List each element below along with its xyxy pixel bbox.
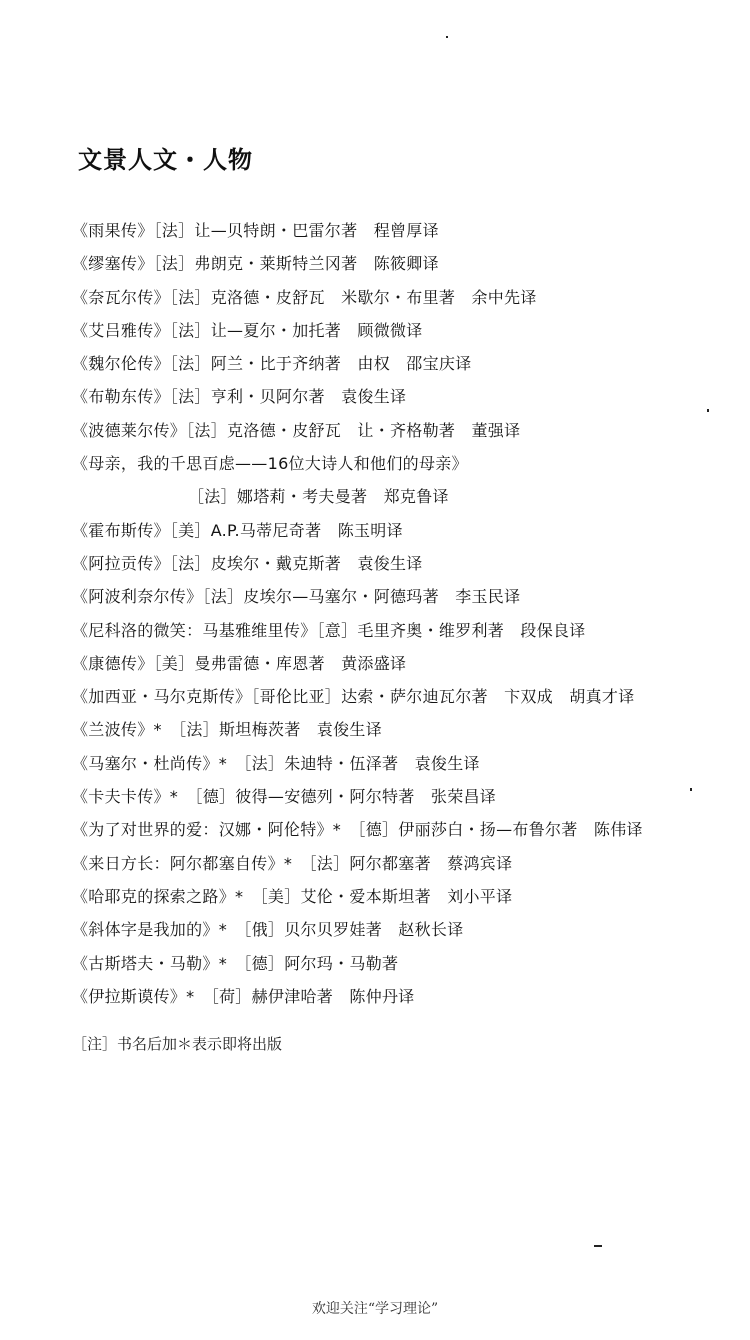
book-entry-hobbes: 《霍布斯传》［美］A.P.马蒂尼奇著 陈玉明译	[72, 520, 403, 540]
book-entry-kafka: 《卡夫卡传》* ［德］彼得—安德列・阿尔特著 张荣昌译	[72, 787, 497, 807]
book-entry-duchamp: 《马塞尔・杜尚传》* ［法］朱迪特・伍泽著 袁俊生译	[72, 753, 480, 773]
book-entry-machiavelli: 《尼科洛的微笑：马基雅维里传》［意］毛里齐奥・维罗利著 段保良译	[72, 620, 586, 640]
book-entry-erasmus: 《伊拉斯谟传》* ［荷］赫伊津哈著 陈仲丹译	[72, 986, 415, 1006]
book-entry-hayek: 《哈耶克的探索之路》* ［美］艾伦・爱本斯坦著 刘小平译	[72, 886, 513, 906]
book-entry-arendt: 《为了对世界的爱：汉娜・阿伦特》* ［德］伊丽莎白・扬—布鲁尔著 陈伟译	[72, 820, 643, 840]
book-entry-breton: 《布勒东传》［法］亨利・贝阿尔著 袁俊生译	[72, 387, 407, 407]
book-entry-nerval: 《奈瓦尔传》［法］克洛德・皮舒瓦 米歇尔・布里著 余中先译	[72, 287, 537, 307]
book-entry-mahler: 《古斯塔夫・马勒》* ［德］阿尔玛・马勒著	[72, 953, 399, 973]
book-list	[72, 214, 744, 1013]
publication-note: ［注］书名后加＊表示即将出版	[72, 1035, 283, 1053]
scan-speck	[446, 36, 448, 38]
scan-speck	[594, 1245, 602, 1247]
scan-speck	[707, 409, 709, 412]
book-entry-berberova: 《斜体字是我加的》* ［俄］贝尔贝罗娃著 赵秋长译	[72, 920, 464, 940]
book-entry-verlaine: 《魏尔伦传》［法］阿兰・比于齐纳著 由权 邵宝庆译	[72, 354, 472, 374]
book-entry-musset: 《缪塞传》［法］弗朗克・莱斯特兰冈著 陈筱卿译	[72, 254, 439, 274]
book-entry-garcia-marquez: 《加西亚・马尔克斯传》［哥伦比亚］达索・萨尔迪瓦尔著 卞双成 胡真才译	[72, 687, 635, 707]
series-title: 文景人文・人物	[78, 145, 253, 174]
book-entry-hugo: 《雨果传》［法］让—贝特朗・巴雷尔著 程曾厚译	[72, 221, 439, 240]
book-entry-mothers: 《母亲，我的千思百虑——16位大诗人和他们的母亲》	[72, 454, 468, 474]
book-entry-apollinaire: 《阿波利奈尔传》［法］皮埃尔—马塞尔・阿德玛著 李玉民译	[72, 587, 521, 607]
book-entry-kant: 《康德传》［美］曼弗雷德・库恩著 黄添盛译	[72, 653, 407, 673]
book-entry-aragon: 《阿拉贡传》［法］皮埃尔・戴克斯著 袁俊生译	[72, 553, 423, 573]
footer-caption: 欢迎关注“学习理论”	[311, 1301, 439, 1317]
book-entry-baudelaire: 《波德莱尔传》［法］克洛德・皮舒瓦 让・齐格勒著 董强译	[72, 420, 521, 440]
book-entry-althusser: 《来日方长：阿尔都塞自传》* ［法］阿尔都塞著 蔡鸿宾译	[72, 853, 513, 873]
book-entry-rimbaud: 《兰波传》* ［法］斯坦梅茨著 袁俊生译	[72, 720, 383, 740]
book-entry-mothers-author: ［法］娜塔莉・考夫曼著 郑克鲁译	[188, 487, 449, 507]
scan-speck	[690, 788, 692, 791]
book-entry-eluard: 《艾吕雅传》［法］让—夏尔・加托著 顾微微译	[72, 320, 423, 340]
